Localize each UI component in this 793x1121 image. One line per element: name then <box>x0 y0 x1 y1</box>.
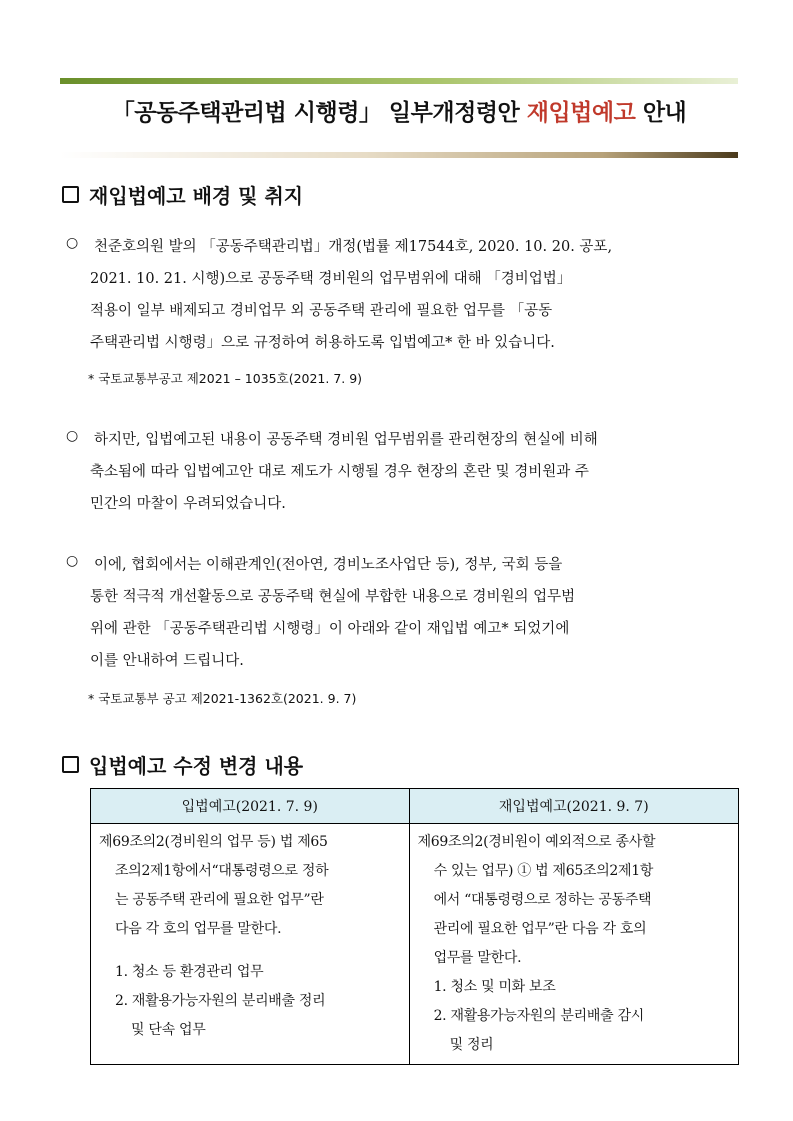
table-cell-right <box>409 824 738 1065</box>
cell-spacer <box>99 944 403 958</box>
checkbox-square-icon <box>62 756 79 773</box>
cell-line: 제69조의2(경비원의 업무 등) 법 제65 <box>99 834 328 850</box>
section-heading-changes <box>62 750 303 779</box>
table-header-row <box>91 789 739 824</box>
title-bottom-bar <box>60 152 738 158</box>
bullet-circle-icon: ○ <box>66 553 79 569</box>
cell-line: 다음 각 호의 업무를 말한다. <box>115 921 282 937</box>
paragraph-line: 축소됨에 따라 입법예고안 대로 제도가 시행될 경우 현장의 혼란 및 경비원과 주 <box>90 464 589 480</box>
cell-line: 및 정리 <box>449 1037 494 1053</box>
cell-line: 수 있는 업무) ① 법 제65조의2제1항 <box>433 863 654 879</box>
cell-line: 조의2제1항에서“대통령령으로 정하 <box>115 863 329 879</box>
title-end: 안내 <box>635 99 687 126</box>
checkbox-square-icon <box>62 186 79 203</box>
cell-line: 제69조의2(경비원이 예외적으로 종사할 <box>417 834 656 850</box>
cell-line: 2. 재활용가능자원의 분리배출 감시 <box>433 1008 644 1024</box>
footnote-1: * 국토교통부공고 제2021 – 1035호(2021. 7. 9) <box>88 371 363 386</box>
paragraph-line: 위에 관한 「공동주택관리법 시행령」이 아래와 같이 재입법 예고* 되었기에 <box>90 621 570 637</box>
paragraph-line: 통한 적극적 개선활동으로 공동주택 현실에 부합한 내용으로 경비원의 업무범 <box>90 589 576 605</box>
cell-line: 및 단속 업무 <box>131 1022 206 1038</box>
title-top-bar <box>60 78 738 84</box>
section-label: 재입법예고 배경 및 취지 <box>89 184 304 208</box>
paragraph-line: 2021. 10. 21. 시행)으로 공동주택 경비원의 업무범위에 대해 「경비업법」 <box>90 271 572 287</box>
paragraph-line: 천준호의원 발의 「공동주택관리법」개정(법률 제17544호, 2020. 10. 20. 공포, <box>94 239 613 255</box>
paragraph-line: 이를 안내하여 드립니다. <box>90 653 244 669</box>
paragraph-line: 주택관리법 시행령」으로 규정하여 허용하도록 입법예고* 한 바 있습니다. <box>90 335 555 351</box>
cell-line: 관리에 필요한 업무”란 다음 각 호의 <box>433 921 647 937</box>
bullet-circle-icon: ○ <box>66 235 79 251</box>
section-label: 입법예고 수정 변경 내용 <box>89 754 304 778</box>
cell-line: 는 공동주택 관리에 필요한 업무”란 <box>115 892 324 908</box>
cell-line: 1. 청소 및 미화 보조 <box>433 979 556 995</box>
cell-line: 에서 “대통령령으로 정하는 공동주택 <box>433 892 652 908</box>
table-header-cell: 입법예고(2021. 7. 9) <box>91 789 410 824</box>
footnote-2: * 국토교통부 공고 제2021-1362호(2021. 9. 7) <box>88 691 357 706</box>
cell-line: 2. 재활용가능자원의 분리배출 정리 <box>115 993 326 1009</box>
table-cell-left <box>91 824 410 1065</box>
paragraph-line: 민간의 마찰이 우려되었습니다. <box>90 496 286 512</box>
page-title <box>60 94 738 127</box>
title-main: 「공동주택관리법 시행령」 일부개정령안 <box>111 99 527 126</box>
comparison-table <box>90 788 739 1065</box>
table-row <box>91 824 739 1065</box>
bullet-circle-icon: ○ <box>66 428 79 444</box>
paragraph-line: 이에, 협회에서는 이해관계인(전아연, 경비노조사업단 등), 정부, 국회 등을 <box>94 557 563 573</box>
table-header-cell: 재입법예고(2021. 9. 7) <box>409 789 738 824</box>
title-accent: 재입법예고 <box>526 99 636 126</box>
section-heading-background <box>62 180 303 209</box>
cell-line: 1. 청소 등 환경관리 업무 <box>115 964 264 980</box>
cell-line: 업무를 말한다. <box>433 950 522 966</box>
paragraph-line: 적용이 일부 배제되고 경비업무 외 공동주택 관리에 필요한 업무를 「공동 <box>90 303 553 319</box>
paragraph-line: 하지만, 입법예고된 내용이 공동주택 경비원 업무범위를 관리현장의 현실에 비해 <box>94 432 598 448</box>
